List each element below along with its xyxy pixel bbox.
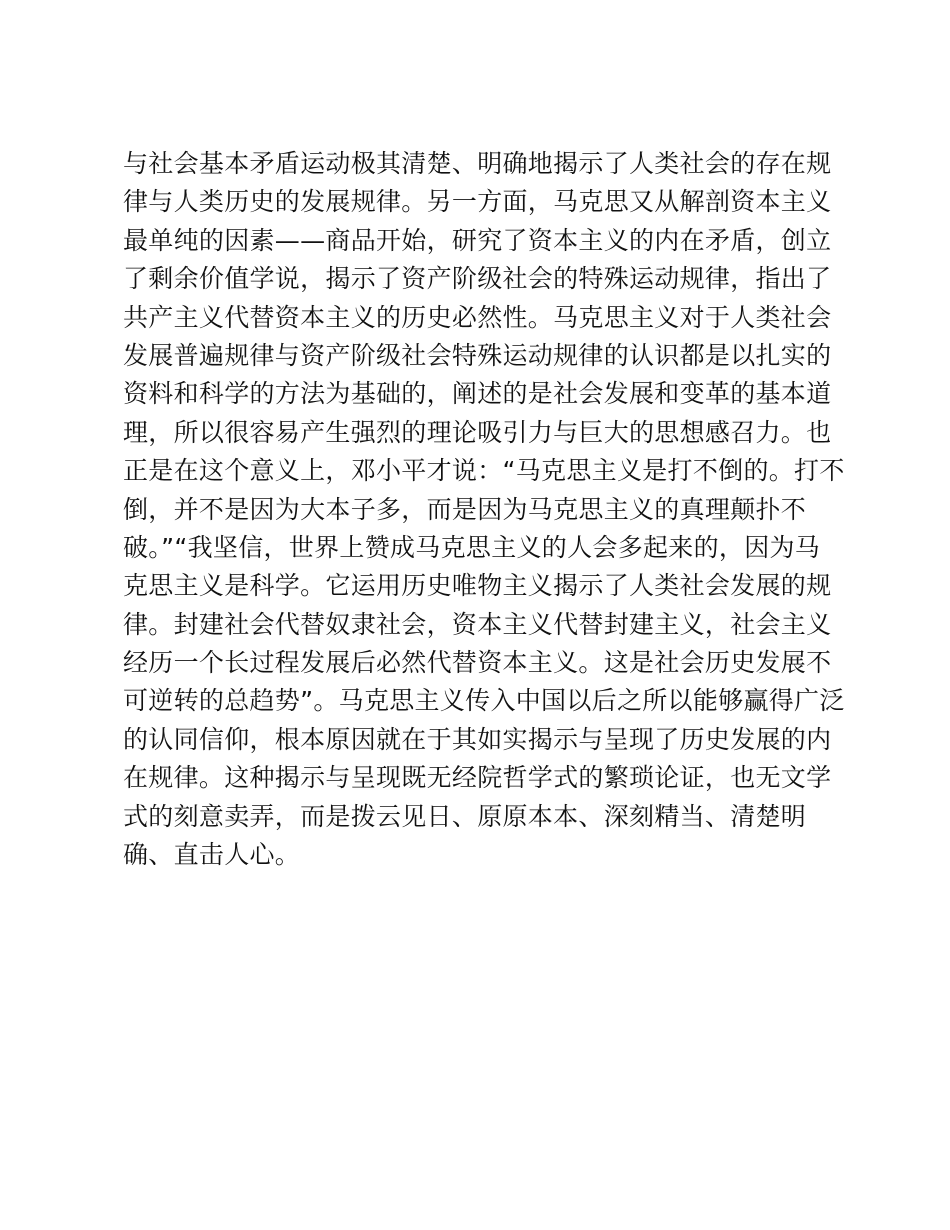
text-line: 可逆转的总趋势”。马克思主义传入中国以后之所以能够赢得广泛 (123, 686, 845, 716)
text-line: 与社会基本矛盾运动极其清楚、明确地揭示了人类社会的存在规 (123, 149, 832, 178)
text-line: 经历一个长过程发展后必然代替资本主义。这是社会历史发展不 (123, 648, 832, 678)
text-line: 资料和科学的方法为基础的，阐述的是社会发展和变革的基本道 (123, 379, 832, 409)
text-line: 在规律。这种揭示与呈现既无经院哲学式的繁琐论证，也无文学 (123, 763, 832, 793)
text-line: 倒，并不是因为大本子多，而是因为马克思主义的真理颠扑不 (123, 494, 807, 524)
body-paragraph (123, 145, 843, 874)
text-line: 最单纯的因素——商品开始，研究了资本主义的内在矛盾，创立 (123, 225, 832, 255)
text-line: 破。”“我坚信，世界上赞成马克思主义的人会多起来的，因为马 (123, 532, 821, 562)
text-line: 律。封建社会代替奴隶社会，资本主义代替封建主义，社会主义 (123, 609, 832, 639)
text-line: 律与人类历史的发展规律。另一方面，马克思又从解剖资本主义 (123, 187, 832, 217)
text-line: 正是在这个意义上，邓小平才说：“马克思主义是打不倒的。打不 (123, 456, 845, 486)
text-line: 共产主义代替资本主义的历史必然性。马克思主义对于人类社会 (123, 302, 832, 332)
text-line: 理，所以很容易产生强烈的理论吸引力与巨大的思想感召力。也 (123, 417, 832, 447)
text-line: 发展普遍规律与资产阶级社会特殊运动规律的认识都是以扎实的 (123, 340, 832, 370)
text-line: 克思主义是科学。它运用历史唯物主义揭示了人类社会发展的规 (123, 571, 832, 601)
text-line: 了剩余价值学说，揭示了资产阶级社会的特殊运动规律，指出了 (123, 264, 832, 294)
text-line: 确、直击人心。 (123, 840, 301, 870)
text-line: 的认同信仰，根本原因就在于其如实揭示与呈现了历史发展的内 (123, 724, 832, 754)
text-line: 式的刻意卖弄，而是拨云见日、原原本本、深刻精当、清楚明 (123, 801, 807, 831)
